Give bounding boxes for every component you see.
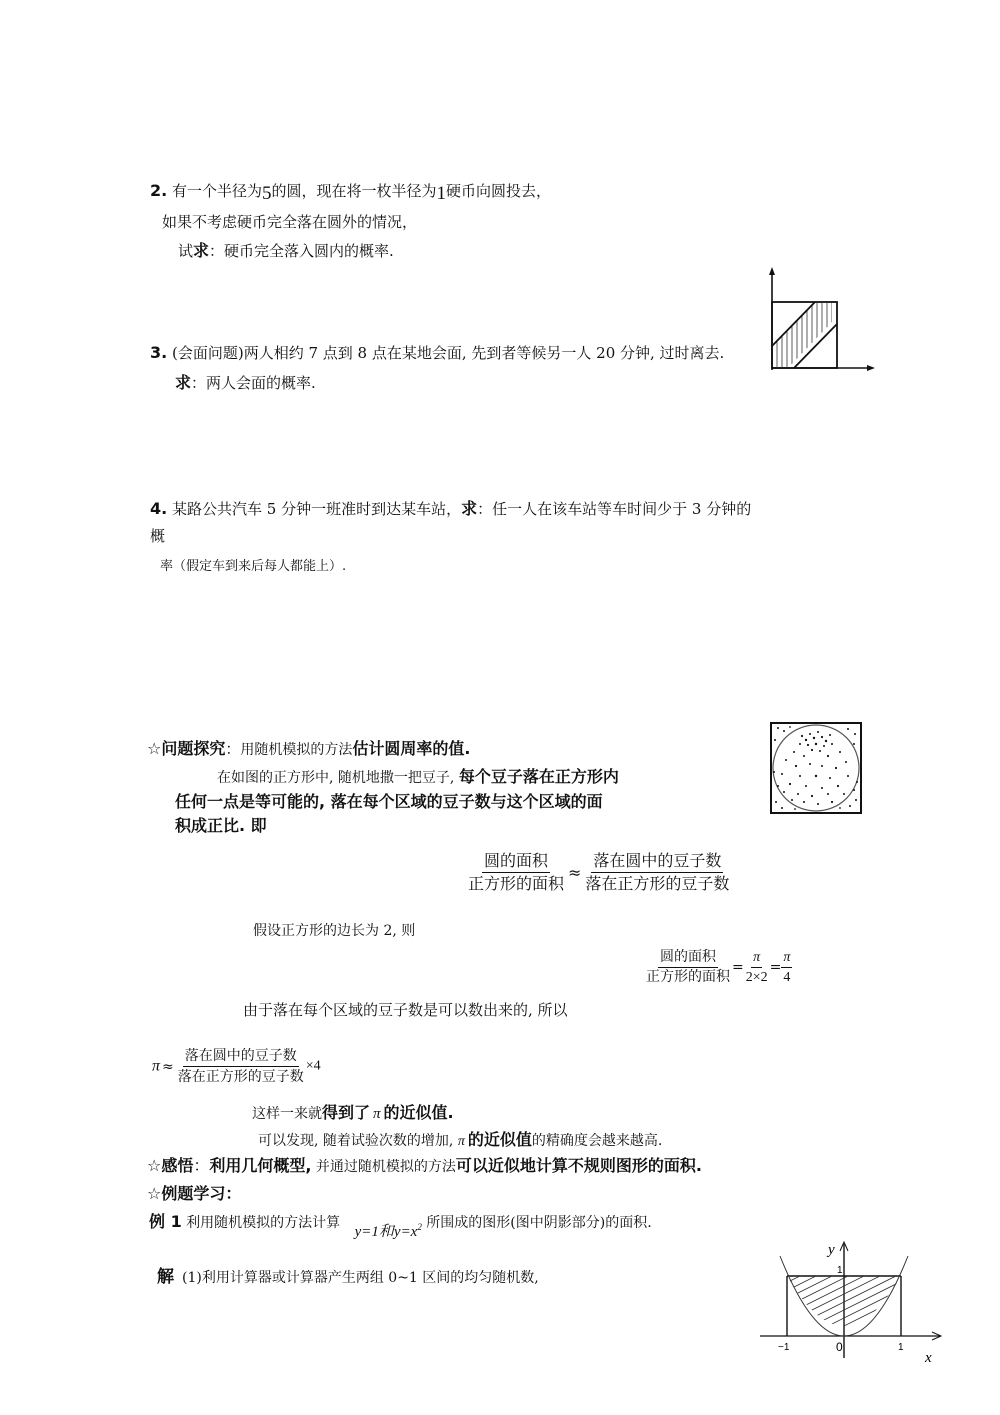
insight-line: ☆感悟：利用几何概型, 并通过随机模拟的方法可以近似地计算不规则图形的面积.: [147, 1156, 703, 1175]
result-line: 这样一来就得到了 π 的近似值.: [252, 1103, 454, 1122]
examples-heading: [147, 1181, 241, 1204]
coin-radius-value: 1: [436, 183, 447, 204]
bean-scatter-figure: [770, 722, 862, 814]
star-icon: ☆: [147, 1184, 162, 1203]
star-icon: ☆: [147, 1156, 162, 1175]
x-tick-1: 1: [898, 1342, 904, 1353]
problem-2-line-1: 2. 有一个半径为5的圆，现在将一枚半径为1硬币向圆投去，: [150, 181, 552, 204]
example-1-line: 例 1 利用随机模拟的方法计算 y=1和$y=x^2$ 所围成的图形(图中阴影部分)的面积.: [149, 1212, 652, 1240]
section-heading: 感悟: [161, 1156, 194, 1175]
problem-number: 3.: [150, 343, 168, 362]
problem-2-line-3: 试求：硬币完全落入圆内的概率.: [178, 241, 394, 260]
example-label: 例 1: [149, 1212, 182, 1231]
area-ratio-formula: $\frac{\text{圆的面积}}{\text{正方形的面积}}$ = $\frac{\pi}{2\times 2}$ = $\frac{\pi}{4}$: [646, 949, 791, 985]
x-axis-label: x: [925, 1350, 932, 1366]
radius-value: 5: [262, 183, 272, 204]
problem-3-line-1: 3. (会面问题)两人相约 7 点到 8 点在某地会面, 先到者等候另一人 20 分钟, 过时离去.: [150, 343, 725, 362]
ratio-formula: $\frac{\text{圆的面积}}{\text{正方形的面积}}$ ≈ $\frac{\text{落在圆中的豆子数}}{\text{落在正方形的豆子数}}$: [468, 851, 730, 893]
x-tick-0: 0: [836, 1340, 843, 1354]
problem-4-line-1: 4. 某路公共汽车 5 分钟一班准时到达某车站，求：任一人在该车站等车时间少于 3 分钟的: [150, 499, 752, 518]
problem-number: 2.: [150, 181, 168, 200]
pi-estimate-formula: π ≈ $\frac{\text{落在圆中的豆子数}}{\text{落在正方形的豆子数}}$ ×4: [152, 1048, 321, 1085]
problem-2-line-2: 如果不考虑硬币完全落在圆外的情况，: [162, 213, 418, 231]
solution-line: 解 (1)利用计算器或计算器产生两组 0~1 区间的均匀随机数,: [157, 1267, 539, 1287]
example-1-formula: y=1和$y=x^2$: [354, 1222, 422, 1240]
section-heading: 例题学习：: [161, 1184, 242, 1203]
x-tick-minus-1: −1: [778, 1342, 790, 1353]
y-tick-1: 1: [837, 1265, 843, 1276]
y-axis-label: y: [828, 1242, 835, 1258]
section-heading: 问题探究: [161, 739, 226, 758]
observation-line: 可以发现, 随着试验次数的增加, π 的近似值的精确度会越来越高.: [258, 1130, 663, 1149]
explore-para-line-1: 在如图的正方形中, 随机地撒一把豆子, 每个豆子落在正方形内: [217, 767, 619, 786]
problem-4-line-3: 率（假定车到来后每人都能上）.: [160, 559, 347, 574]
explore-para-line-2: 任何一点是等可能的, 落在每个区域的豆子数与这个区域的面: [175, 792, 603, 811]
problem-4-line-2: 概: [150, 527, 166, 545]
meeting-problem-figure: [760, 265, 880, 375]
star-icon: ☆: [147, 739, 162, 758]
assumption-line: 假设正方形的边长为 2, 则: [253, 923, 416, 939]
explore-para-line-3: 积成正比. 即: [175, 816, 267, 835]
problem-number: 4.: [150, 499, 168, 518]
parabola-area-figure: [760, 1236, 950, 1366]
explore-heading-line: ☆问题探究：用随机模拟的方法估计圆周率的值.: [147, 739, 471, 758]
counting-line: 由于落在每个区域的豆子数是可以数出来的, 所以: [243, 1001, 568, 1019]
problem-3-line-2: 求：两人会面的概率.: [175, 373, 316, 392]
solution-label: 解: [157, 1267, 174, 1287]
